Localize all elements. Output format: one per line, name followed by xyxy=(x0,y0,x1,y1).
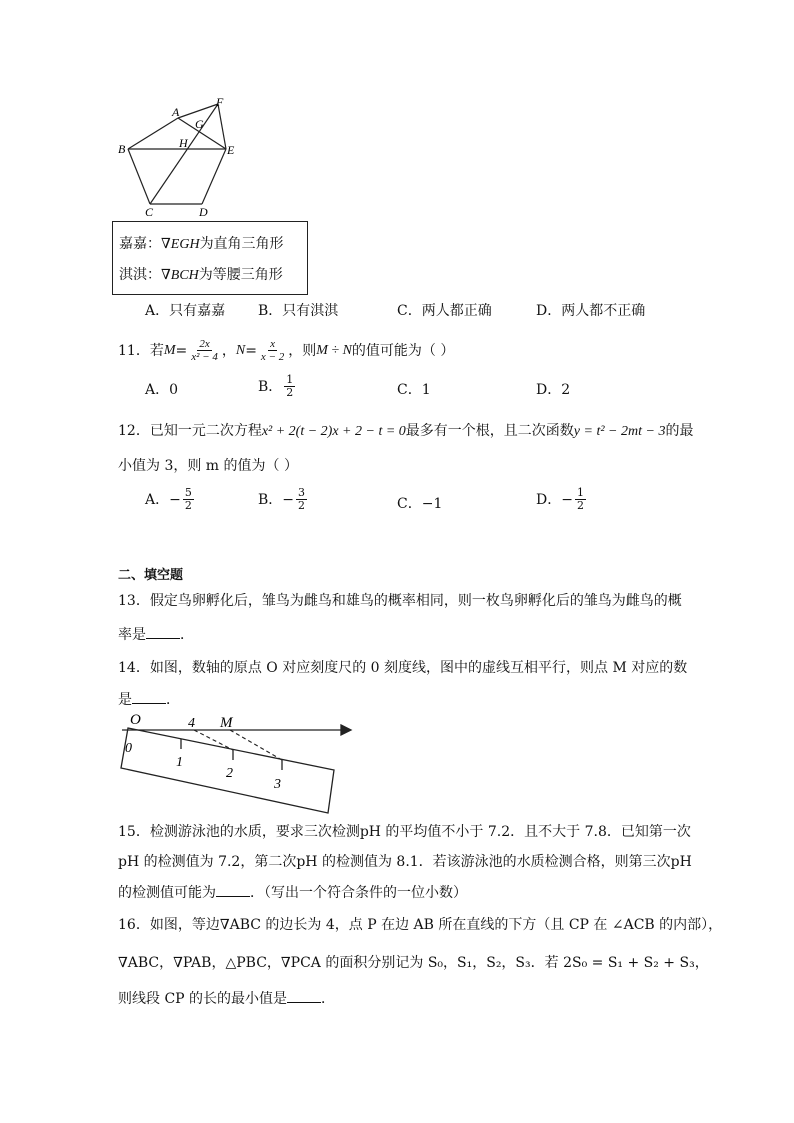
answer-blank[interactable] xyxy=(146,624,180,639)
segment-FE xyxy=(218,104,226,149)
dashed-line-1 xyxy=(194,730,233,750)
q11-option-a: A．0 xyxy=(145,382,179,398)
numberline-ruler-figure xyxy=(116,708,356,818)
segment-BA xyxy=(128,118,178,149)
q11-option-b: B． $\frac{1}{2}$ xyxy=(258,373,294,399)
segment-BC xyxy=(128,149,150,204)
q12-option-a: A．− $\frac{5}{2}$ xyxy=(145,486,192,512)
question-15-line-2: pH 的检测值为 7.2，第二次pH 的检测值为 8.1．若该游泳池的水质检测合格，则第三次pH xyxy=(118,854,692,870)
label-E: E xyxy=(227,143,235,157)
segment-DE xyxy=(202,149,226,204)
q11-option-c: C．1 xyxy=(397,382,431,398)
q12-option-d: D．− $\frac{1}{2}$ xyxy=(536,486,584,512)
segment-AF xyxy=(178,104,218,118)
label-B: B xyxy=(118,142,126,156)
question-14-line-1: 14．如图，数轴的原点 O 对应刻度尺的 0 刻度线，图中的虚线互相平行，则点 M 对应的数 xyxy=(118,660,688,676)
statement-box xyxy=(112,221,308,295)
label-C: C xyxy=(145,205,154,219)
question-15-line-1: 15．检测游泳池的水质，要求三次检测pH 的平均值不小于 7.2．且不大于 7.8．已知第一次 xyxy=(118,824,691,840)
statement-qiqi: 淇淇：∇BCH为等腰三角形 xyxy=(119,267,283,283)
question-11: 11．若 M = $\frac{2x}{\text{x² − 4}}$ ， N = $\frac{x}{x - 2}$ ，则 M ÷ N 的值可能为（ ） xyxy=(118,338,455,363)
question-16-line-3: 则线段 CP 的长的最小值是 ． xyxy=(118,988,335,1009)
arrow-head xyxy=(341,725,351,735)
statement-jiajia: 嘉嘉：∇EGH为直角三角形 xyxy=(119,236,284,252)
answer-blank[interactable] xyxy=(216,882,250,897)
question-13-line-2: 率是 ． xyxy=(118,624,194,645)
segment-CF xyxy=(150,104,218,204)
label-A: A xyxy=(172,105,180,119)
label-G: G xyxy=(195,117,204,131)
label-D: D xyxy=(199,205,208,219)
question-12-line-1: 12．已知一元二次方程x² + 2(t − 2)x + 2 − t = 0最多有一个根，且二次函数y = t² − 2mt − 3的最 xyxy=(118,423,694,439)
q12-option-b: B．− $\frac{3}{2}$ xyxy=(258,486,306,512)
question-13-line-1: 13．假定鸟卵孵化后，雏鸟为雌鸟和雄鸟的概率相同，则一枚鸟卵孵化后的雏鸟为雌鸟的概 xyxy=(118,593,682,609)
q10-option-c: C．两人都正确 xyxy=(397,303,492,319)
label-M: M xyxy=(220,715,233,731)
ruler-label-0: 0 xyxy=(125,741,132,756)
pentagon-figure xyxy=(110,92,250,222)
label-4: 4 xyxy=(188,716,195,731)
question-16-line-2: ∇ABC，∇PAB，△PBC，∇PCA 的面积分别记为 S₀，S₁，S₂，S₃．若 2S₀ = S₁ + S₂ + S₃， xyxy=(118,955,709,971)
q10-option-b: B．只有淇淇 xyxy=(258,303,339,319)
label-H: H xyxy=(179,136,188,150)
question-12-line-2: 小值为 3，则 m 的值为（ ） xyxy=(118,458,298,474)
question-16-line-1: 16．如图，等边∇ABC 的边长为 4，点 P 在边 AB 所在直线的下方（且 CP 在 ∠ACB 的内部）， xyxy=(118,917,723,933)
answer-blank[interactable] xyxy=(287,988,321,1003)
label-F: F xyxy=(216,95,224,109)
section-title-fill-in: 二、填空题 xyxy=(118,568,184,583)
label-O: O xyxy=(130,712,141,728)
ruler-label-3: 3 xyxy=(274,777,281,792)
ruler-label-1: 1 xyxy=(176,755,183,770)
q11-option-d: D．2 xyxy=(536,382,571,398)
answer-blank[interactable] xyxy=(132,689,166,704)
question-15-line-3: 的检测值可能为 ．（写出一个符合条件的一位小数） xyxy=(118,882,467,903)
ruler-label-2: 2 xyxy=(226,766,233,781)
question-14-line-2: 是 ． xyxy=(118,689,180,710)
dashed-line-2 xyxy=(230,730,282,760)
q12-option-c: C．−1 xyxy=(397,496,443,512)
q10-option-d: D．两人都不正确 xyxy=(536,303,646,319)
q10-option-a: A．只有嘉嘉 xyxy=(145,303,226,319)
